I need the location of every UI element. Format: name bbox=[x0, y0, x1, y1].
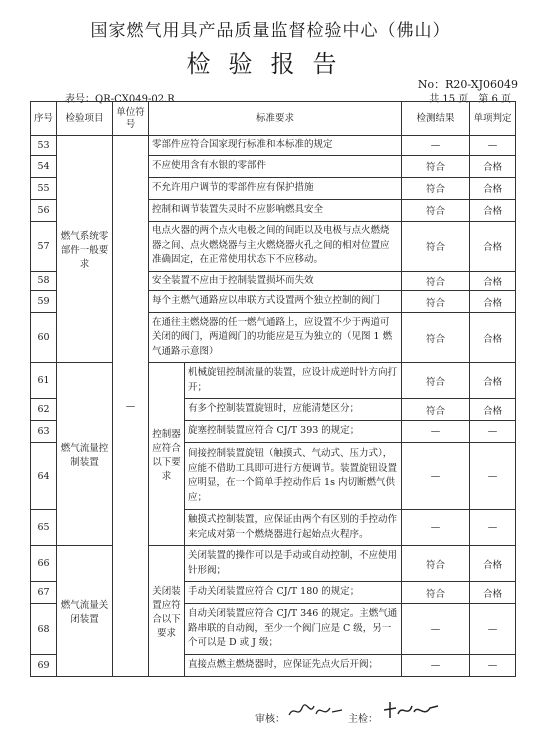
col-requirement: 标准要求 bbox=[149, 102, 402, 136]
result-cell: 符合 bbox=[402, 221, 470, 271]
verdict-cell: 合格 bbox=[470, 313, 516, 363]
result-cell: — bbox=[402, 136, 470, 156]
row-number: 63 bbox=[31, 421, 57, 443]
requirement-text: 直接点燃主燃烧器时，应保证先点火后开阀； bbox=[185, 655, 402, 677]
verdict-cell: — bbox=[470, 443, 516, 510]
verdict-cell: 合格 bbox=[470, 155, 516, 177]
verdict-cell: — bbox=[470, 136, 516, 156]
result-cell: — bbox=[402, 510, 470, 546]
verdict-cell: — bbox=[470, 604, 516, 655]
requirement-text: 机械旋钮控制流量的装置，应设计成逆时针方向打开； bbox=[185, 363, 402, 399]
group-general: 燃气系统零部件一般要求 bbox=[57, 136, 113, 363]
verdict-cell: 合格 bbox=[470, 291, 516, 313]
result-cell: 符合 bbox=[402, 155, 470, 177]
row-number: 59 bbox=[31, 291, 57, 313]
requirement-text: 旋塞控制装置应符合 CJ/T 393 的规定； bbox=[185, 421, 402, 443]
col-result: 检测结果 bbox=[402, 102, 470, 136]
result-cell: 符合 bbox=[402, 313, 470, 363]
verdict-cell: — bbox=[470, 421, 516, 443]
verdict-cell: 合格 bbox=[470, 399, 516, 421]
verdict-cell: 合格 bbox=[470, 177, 516, 199]
requirement-text: 触摸式控制装置，应保证由两个有区别的手控动作来完成对第一个燃烧器进行起始点火程序。 bbox=[185, 510, 402, 546]
result-cell: 符合 bbox=[402, 363, 470, 399]
reviewer-label: 审核： bbox=[255, 714, 285, 725]
verdict-cell: 合格 bbox=[470, 582, 516, 604]
result-cell: 符合 bbox=[402, 291, 470, 313]
row-number: 67 bbox=[31, 582, 57, 604]
table-row bbox=[31, 363, 516, 399]
requirement-text: 安全装置不应由于控制装置损坏而失效 bbox=[149, 271, 402, 291]
sub-controller: 控制器应符合以下要求 bbox=[149, 363, 185, 546]
inspector-signature bbox=[380, 698, 442, 722]
result-cell: 符合 bbox=[402, 177, 470, 199]
col-unit: 单位符号 bbox=[113, 102, 149, 136]
verdict-cell: 合格 bbox=[470, 199, 516, 221]
requirement-text: 控制和调节装置失灵时不应影响燃具安全 bbox=[149, 199, 402, 221]
requirement-text: 间接控制装置旋钮（触摸式、气动式、压力式），应能不借助工具即可进行方便调节。装置旋钮设置应明显，在一个简单手控动作后 1s 内切断燃气供应； bbox=[185, 443, 402, 510]
group-shutoff: 燃气流量关闭装置 bbox=[57, 546, 113, 677]
requirement-text: 电点火器的两个点火电极之间的间距以及电极与点火燃烧器之间、点火燃烧器与主火燃烧器火孔之间的相对位置应准确固定，在正常使用状态下不应移动。 bbox=[149, 221, 402, 271]
inspector-label: 主检： bbox=[348, 714, 378, 725]
group-flow-control: 燃气流量控制装置 bbox=[57, 363, 113, 546]
verdict-cell: 合格 bbox=[470, 221, 516, 271]
verdict-cell: 合格 bbox=[470, 271, 516, 291]
requirement-text: 关闭装置的操作可以是手动或自动控制，不应使用针形阀； bbox=[185, 546, 402, 582]
col-seq: 序号 bbox=[31, 102, 57, 136]
requirement-text: 自动关闭装置应符合 CJ/T 346 的规定。主燃气通路串联的自动阀，至少一个阀门应是 C 级，另一个可以是 D 或 J 级； bbox=[185, 604, 402, 655]
verdict-cell: 合格 bbox=[470, 363, 516, 399]
requirement-text: 不应使用含有水银的零部件 bbox=[149, 155, 402, 177]
result-cell: 符合 bbox=[402, 199, 470, 221]
row-number: 53 bbox=[31, 136, 57, 156]
row-number: 57 bbox=[31, 221, 57, 271]
row-number: 65 bbox=[31, 510, 57, 546]
verdict-cell: — bbox=[470, 655, 516, 677]
form-number: 表号：QR-CX049-02.R bbox=[65, 94, 175, 105]
table-row bbox=[31, 546, 516, 582]
result-cell: — bbox=[402, 604, 470, 655]
row-number: 58 bbox=[31, 271, 57, 291]
row-number: 64 bbox=[31, 443, 57, 510]
reviewer-signature bbox=[286, 700, 346, 722]
row-number: 66 bbox=[31, 546, 57, 582]
table-header-row bbox=[31, 102, 516, 136]
requirement-text: 有多个控制装置旋钮时，应能清楚区分； bbox=[185, 399, 402, 421]
requirement-text: 在通往主燃烧器的任一燃气通路上，应设置不少于两道可关闭的阀门，两道阀门的功能应是互为独立的（见图 1 燃气通路示意图） bbox=[149, 313, 402, 363]
verdict-cell: 合格 bbox=[470, 546, 516, 582]
result-cell: 符合 bbox=[402, 546, 470, 582]
report-title: 检验报告 bbox=[186, 50, 355, 78]
report-number: No：R20-XJ06049 bbox=[417, 78, 518, 91]
result-cell: — bbox=[402, 421, 470, 443]
sub-shutoff: 关闭装置应符合以下要求 bbox=[149, 546, 185, 677]
result-cell: 符合 bbox=[402, 582, 470, 604]
requirement-text: 手动关闭装置应符合 CJ/T 180 的规定； bbox=[185, 582, 402, 604]
row-number: 54 bbox=[31, 155, 57, 177]
org-name: 国家燃气用具产品质量监督检验中心（佛山） bbox=[90, 21, 451, 41]
row-number: 56 bbox=[31, 199, 57, 221]
unit-symbol: — bbox=[113, 136, 149, 677]
requirement-text: 零部件应符合国家现行标准和本标准的规定 bbox=[149, 136, 402, 156]
requirement-text: 不允许用户调节的零部件应有保护措施 bbox=[149, 177, 402, 199]
result-cell: 符合 bbox=[402, 399, 470, 421]
inspection-table bbox=[30, 101, 516, 677]
table-row bbox=[31, 136, 516, 156]
row-number: 61 bbox=[31, 363, 57, 399]
requirement-text: 每个主燃气通路应以串联方式设置两个独立控制的阀门 bbox=[149, 291, 402, 313]
row-number: 69 bbox=[31, 655, 57, 677]
row-number: 62 bbox=[31, 399, 57, 421]
verdict-cell: — bbox=[470, 510, 516, 546]
result-cell: — bbox=[402, 443, 470, 510]
result-cell: 符合 bbox=[402, 271, 470, 291]
row-number: 68 bbox=[31, 604, 57, 655]
page-info: 共 15 页 第 6 页 bbox=[429, 94, 511, 105]
row-number: 60 bbox=[31, 313, 57, 363]
col-item: 检验项目 bbox=[57, 102, 113, 136]
result-cell: — bbox=[402, 655, 470, 677]
col-verdict: 单项判定 bbox=[470, 102, 516, 136]
row-number: 55 bbox=[31, 177, 57, 199]
